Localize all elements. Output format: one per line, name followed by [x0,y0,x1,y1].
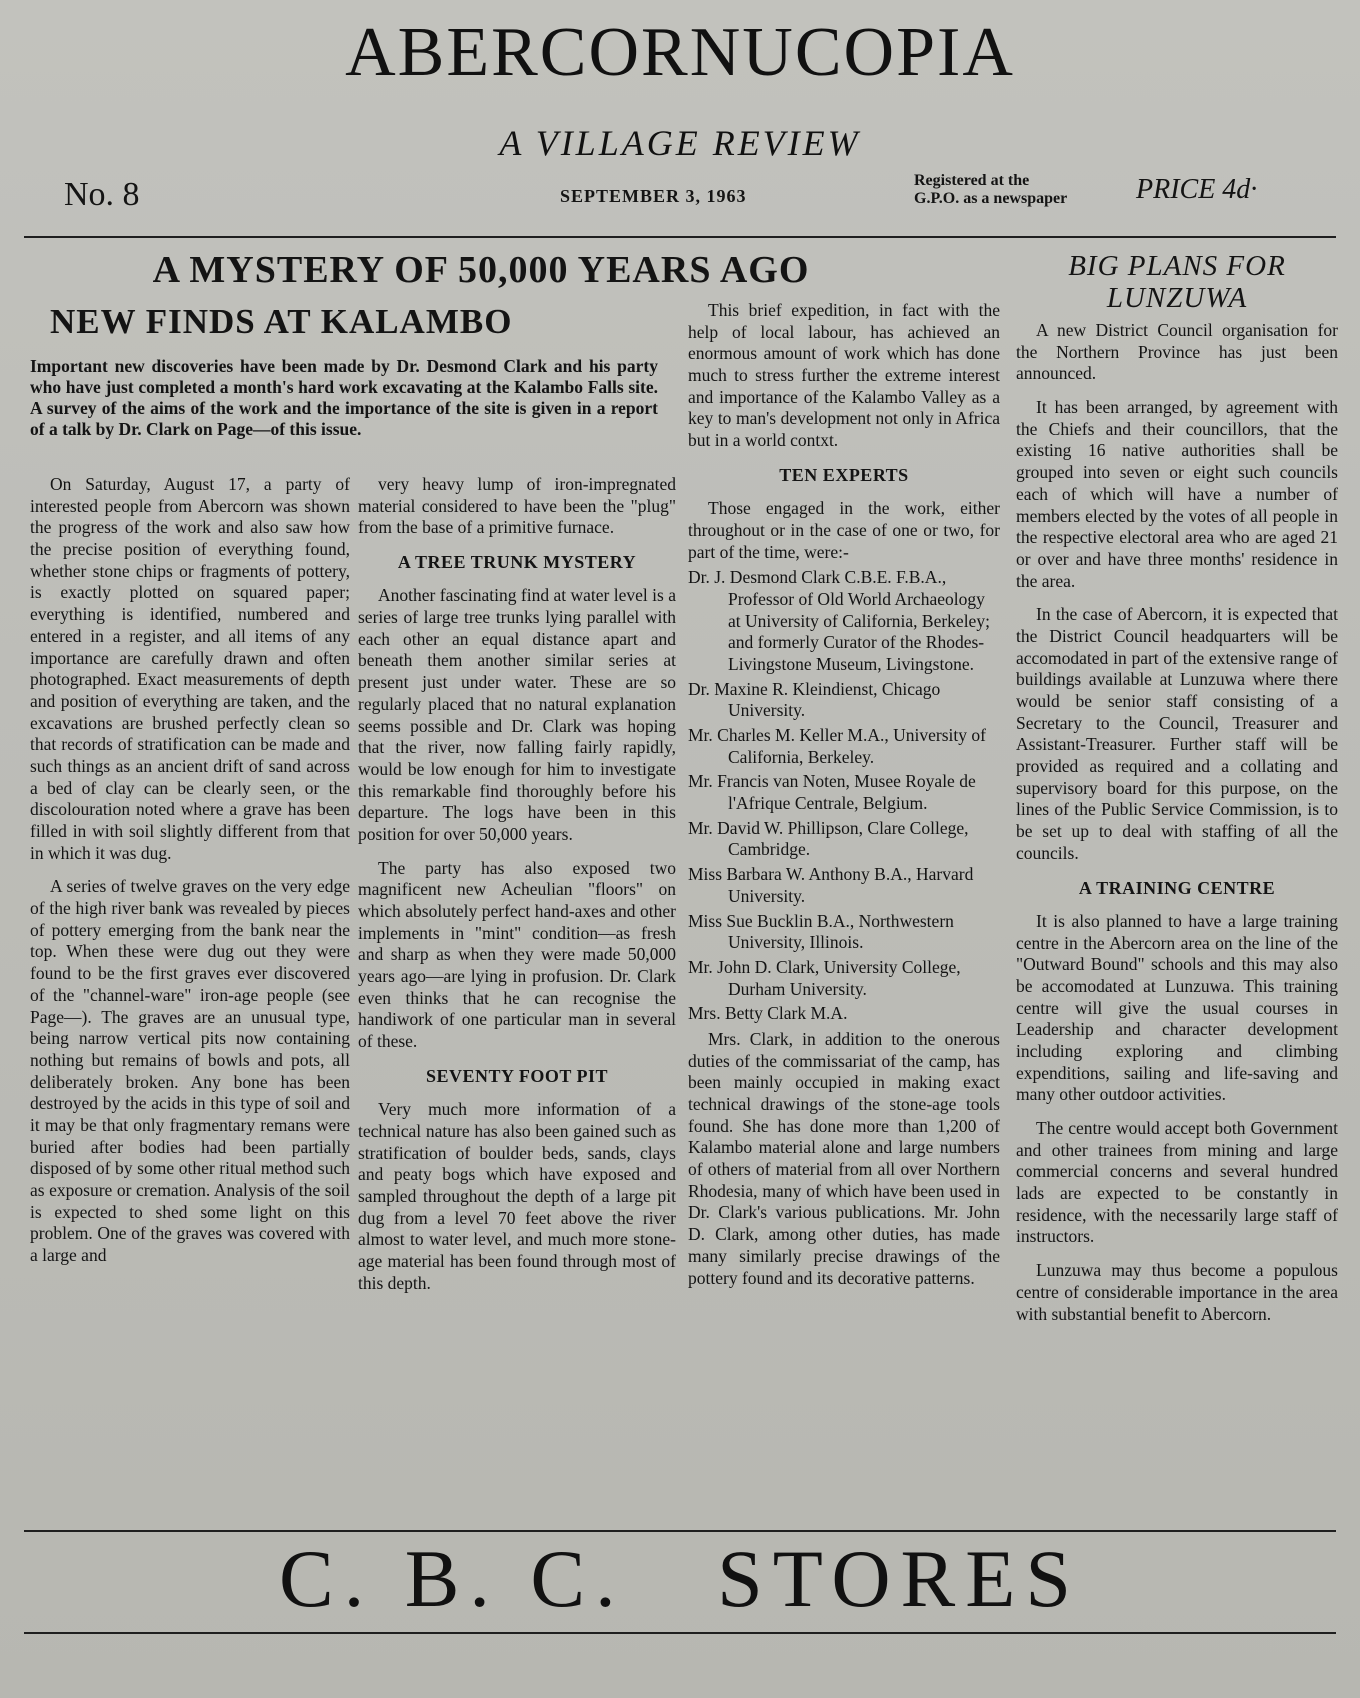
masthead-subtitle: A VILLAGE REVIEW [499,123,861,163]
expert-entry: Mr. John D. Clark, University College, Durham University. [688,956,961,999]
article-paragraph: The party has also exposed two magnificent new Acheulian "floors" on which absolutely perfect hand-axes and other implements in "mint" condition—as fresh and sharp as when they were made 50,000 years ago—are lying in profusion. Dr. Clark even thinks that he can recognise the handiwork of one particular man in several of these. [358,857,676,1052]
side-headline: BIG PLANS FOR LUNZUWA [1068,250,1286,315]
main-subheadline: NEW FINDS AT KALAMBO [50,302,513,341]
article-paragraph: It is also planned to have a large training centre in the Abercorn area on the line of the "Outward Bound" schools and this may also be accomodated at Lunzuwa. This training centre will give the usual courses in Leadership and character development including exploring and climbing expenditions, sailing and life-saving and many other outdoor activities. [1016,910,1338,1105]
article-paragraph: In the case of Abercorn, it is expected that the District Council headquarters will be accomodated in part of the extensive range of buildings available at Lunzuwa where there would be senior staff consisting of a Secretary to the Council, Treasurer and Assistant-Treasurer. Further staff will be provided as required and a collating and supervisory board for this purpose, on the lines of the Public Service Commission, is to be set up to deal with staffing of all the councils. [1016,604,1338,863]
issue-number: No. 8 [64,176,140,213]
expert-entry: Miss Sue Bucklin B.A., Northwestern University, Illinois. [688,910,954,953]
section-heading-training: A TRAINING CENTRE [1078,877,1276,898]
article-paragraph: This brief expedition, in fact with the help of local labour, has achieved an enormous amount of work which has done much to stress further the extreme interest and importance of the Kalambo Valley as a key to man's development not only in Africa but in a world contxt. [688,300,1000,451]
article-paragraph: Very much more information of a technical nature has also been gained such as stratification of boulder beds, sands, clays and peaty bogs which have exposed and sampled throughout the depth of a large pit dug from a level 70 feet above the river almost to water level, and much more stone-age material has been found through most of this depth. [358,1099,676,1293]
article-paragraph: Those engaged in the work, either throughout or in the case of one or two, for part of the time, were:- [688,498,1000,562]
footer-divider-top [24,1530,1336,1532]
section-heading-experts: TEN EXPERTS [779,464,909,485]
footer-divider-bottom [24,1632,1336,1634]
article-column-2 [358,474,676,1524]
issue-date: SEPTEMBER 3, 1963 [560,186,747,206]
expert-entry: Mr. Francis van Noten, Musee Royale de l'Afrique Centrale, Belgium. [688,771,976,814]
article-paragraph: Mrs. Clark, in addition to the onerous duties of the commissariat of the camp, has been mainly occupied in making exact technical drawings of the stone-age tools found. She has done more than 1,200 of Kalambo material alone and large numbers of others of material from all over Northern Rhodesia, many of which have been used in Dr. Clark's various publications. Mr. John D. Clark, among other duties, has made many similarly precise drawings of the pottery found and its decorative patterns. [688,1028,1000,1288]
expert-entry: Dr. J. Desmond Clark C.B.E. F.B.A., Professor of Old World Archaeology at University of California, Berkeley; and formerly Curator of the Rhodes-Livingstone Museum, Livingstone. [688,567,990,674]
article-column-3 [688,300,1000,1528]
expert-entry: Dr. Maxine R. Kleindienst, Chicago University. [688,678,941,721]
header-divider [24,236,1336,238]
advert-banner: C. B. C. STORES [279,1533,1081,1624]
expert-entry: Miss Barbara W. Anthony B.A., Harvard University. [688,864,974,906]
expert-entry: Mrs. Betty Clark M.A. [688,1003,848,1024]
article-paragraph: A series of twelve graves on the very edge of the high river bank was revealed by pieces of pottery emerging from the bank near the top. When these were dug out they were found to be the first graves ever discovered of the "channel-ware" iron-age people (see Page—). The graves are an unusual type, being narrow vertical pits now containing nothing but remains of bowls and pots, all deliberately broken. Any bone has been destroyed by the acids in this type of soil and it may be that only fragmentary remans were buried after bodies had been partially disposed of by some other ritual method such as exposure or cremation. Analysis of the soil is expected to shed some light on this problem. One of the graves was covered with a large and [30,876,350,1266]
article-paragraph: Lunzuwa may thus become a populous centre of considerable importance in the area with substantial benefit to Abercorn. [1016,1260,1338,1324]
registration-note [914,172,1067,209]
registration-line-1: Registered at the [914,172,1030,189]
article-paragraph: very heavy lump of iron-impregnated material considered to have been the "plug" from the base of a primitive furnace. [358,474,676,538]
registration-line-2: G.P.O. as a newspaper [914,190,1068,208]
expert-entry: Mr. David W. Phillipson, Clare College, Cambridge. [688,817,969,860]
section-heading-tree-trunk: A TREE TRUNK MYSTERY [397,552,637,573]
article-paragraph: Another fascinating find at water level is a series of large tree trunks lying parallel with each other an equal distance apart and beneath them another similar series at present just under water. These are so regularly placed that no natural explanation seems possible and Dr. Clark was hoping that the river, now falling fairly rapidly, would be low enough for him to investigate this remarkable find thoroughly before his departure. The logs have been in this position for over 50,000 years. [358,585,676,844]
article-paragraph: The centre would accept both Government and other trainees from mining and large commercial concerns and several hundred lads are expected to be constantly in residence, with the necessarily large staff of instructors. [1016,1118,1338,1247]
section-heading-pit: SEVENTY FOOT PIT [425,1065,609,1086]
main-lead-paragraph: Important new discoveries have been made by Dr. Desmond Clark and his party who have just completed a month's hard work excavating at the Kalambo Falls site. A survey of the aims of the work and the importance of the site is given in a report of a talk by Dr. Clark on Page—of this issue. [30,356,658,439]
side-article-column [1016,320,1338,1528]
main-headline: A MYSTERY OF 50,000 YEARS AGO [152,249,810,291]
issue-price: PRICE 4d· [1136,174,1258,205]
article-paragraph: On Saturday, August 17, a party of interested people from Abercorn was shown the progress of the work and also saw how the precise position of everything found, whether stone chips or fragments of pottery, is exactly plotted on squared paper; everything is identified, numbered and entered in a register, and all items of any importance are carefully drawn and often photographed. Exact measurements of depth and position of everything are taken, and the excavations are brushed perfectly clean so that records of stratification can be made and such things as an ancient drift of sand across a bed of clay can be clearly seen, or the discolouration noted where a grave has been filled in with soil slightly different from that in which it was dug. [30,474,350,863]
expert-entry: Mr. Charles M. Keller M.A., University of California, Berkeley. [688,725,986,767]
article-column-1 [30,474,350,1524]
article-paragraph: It has been arranged, by agreement with the Chiefs and their councillors, that the existing 16 native authorities shall be grouped into seven or eight such councils each of which will have a number of members elected by the votes of all people in the respective electoral area who are aged 21 or over and have three months' residence in the area. [1016,397,1338,591]
article-paragraph: A new District Council organisation for the Northern Province has just been announced. [1016,320,1338,384]
masthead-title: ABERCORNUCOPIA [345,14,1015,91]
experts-list [688,567,1000,1025]
